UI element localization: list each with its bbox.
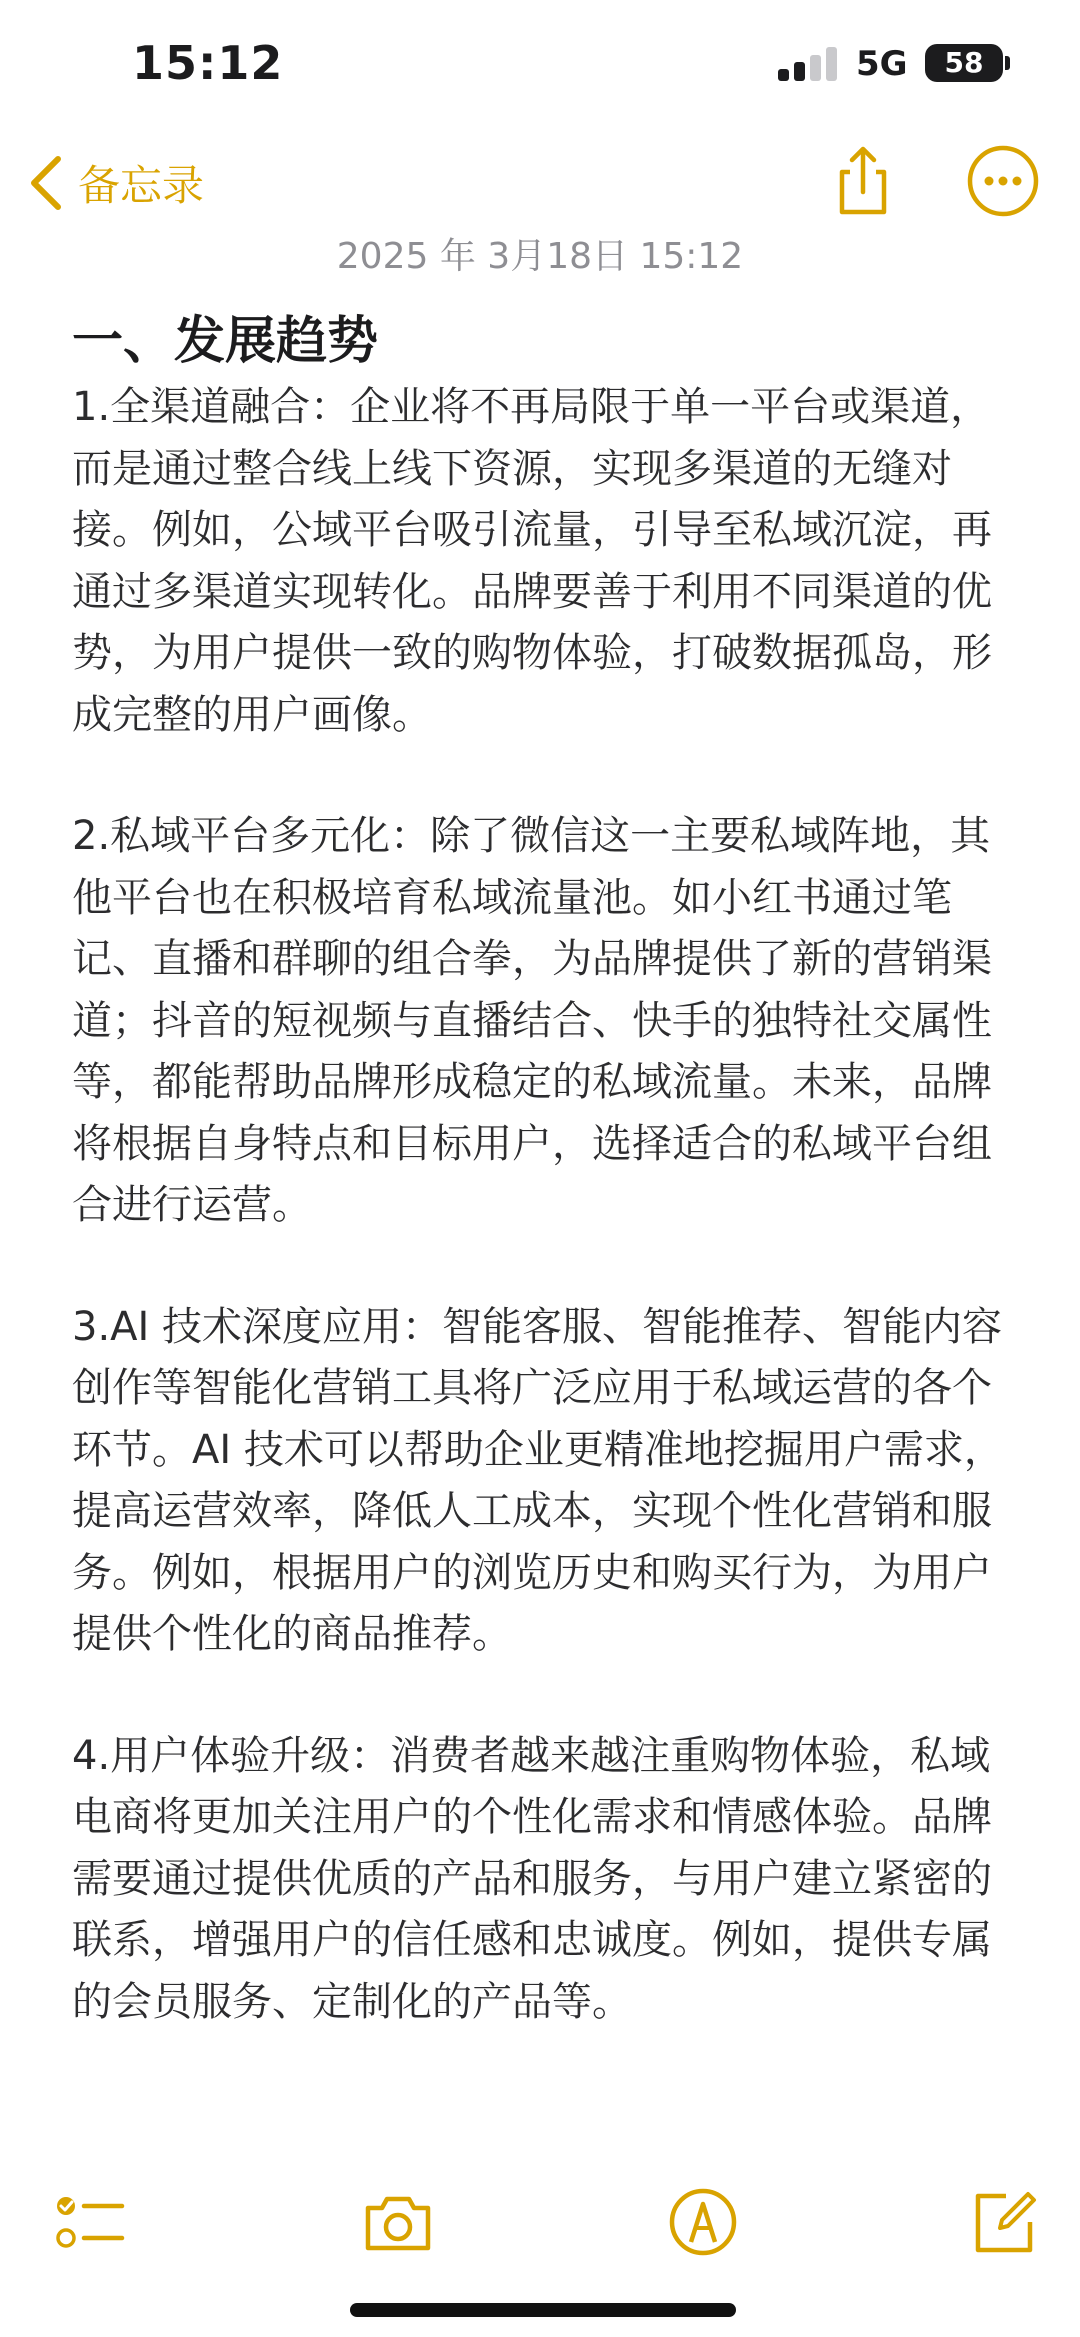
more-button[interactable] bbox=[966, 144, 1040, 218]
signal-icon bbox=[778, 47, 838, 81]
status-bar bbox=[0, 0, 1080, 130]
share-button[interactable] bbox=[826, 144, 900, 218]
battery-level: 58 bbox=[944, 46, 984, 79]
compose-icon bbox=[966, 2184, 1042, 2260]
checklist-button[interactable] bbox=[52, 2184, 128, 2260]
note-paragraph: 4.用户体验升级：消费者越来越注重购物体验，私域电商将更加关注用户的个性化需求和情感体验。品牌需要通过提供优质的产品和服务，与用户建立紧密的联系，增强用户的信任感和忠诚度。例如，提供专属的会员服务、定制化的产品等。 bbox=[72, 1732, 992, 2025]
markup-button[interactable] bbox=[665, 2184, 741, 2260]
camera-button[interactable] bbox=[360, 2184, 436, 2260]
back-button[interactable] bbox=[28, 148, 204, 218]
home-indicator bbox=[350, 2303, 736, 2317]
checklist-icon bbox=[52, 2184, 128, 2260]
markup-icon bbox=[665, 2184, 741, 2260]
note-date: 2025 年 3月18日 15:12 bbox=[336, 236, 744, 277]
note-paragraph: 2.私域平台多元化：除了微信这一主要私域阵地，其他平台也在积极培育私域流量池。如小红书通过笔记、直播和群聊的组合拳，为品牌提供了新的营销渠道；抖音的短视频与直播结合、快手的独特社交属性等，都能帮助品牌形成稳定的私域流量。未来，品牌将根据自身特点和目标用户，选择适合的私域平台组合进行运营。 bbox=[72, 813, 992, 1228]
note-heading: 一、发展趋势 bbox=[72, 312, 379, 371]
note-paragraph: 1.全渠道融合：企业将不再局限于单一平台或渠道，而是通过整合线上线下资源，实现多渠道的无缝对接。例如，公域平台吸引流量，引导至私域沉淀，再通过多渠道实现转化。品牌要善于利用不同渠道的优势，为用户提供一致的购物体验，打破数据孤岛，形成完整的用户画像。 bbox=[72, 384, 992, 738]
battery-icon bbox=[925, 44, 1003, 82]
network-type: 5G bbox=[856, 44, 908, 84]
status-time: 15:12 bbox=[132, 36, 284, 90]
share-icon bbox=[826, 144, 900, 218]
camera-icon bbox=[360, 2184, 436, 2260]
note-body[interactable] bbox=[72, 228, 1012, 2033]
compose-button[interactable] bbox=[966, 2184, 1042, 2260]
more-icon bbox=[966, 144, 1040, 218]
chevron-left-icon bbox=[28, 155, 64, 211]
battery-cap bbox=[1005, 56, 1010, 70]
bottom-toolbar bbox=[0, 2170, 1080, 2280]
note-paragraph: 3.AI 技术深度应用：智能客服、智能推荐、智能内容创作等智能化营销工具将广泛应用于私域运营的各个环节。AI 技术可以帮助企业更精准地挖掘用户需求，提高运营效率，降低人工成本，实现个性化营销和服务。例如，根据用户的浏览历史和购买行为，为用户提供个性化的商品推荐。 bbox=[72, 1303, 1004, 1657]
back-label: 备忘录 bbox=[78, 161, 205, 210]
nav-bar bbox=[0, 130, 1080, 240]
